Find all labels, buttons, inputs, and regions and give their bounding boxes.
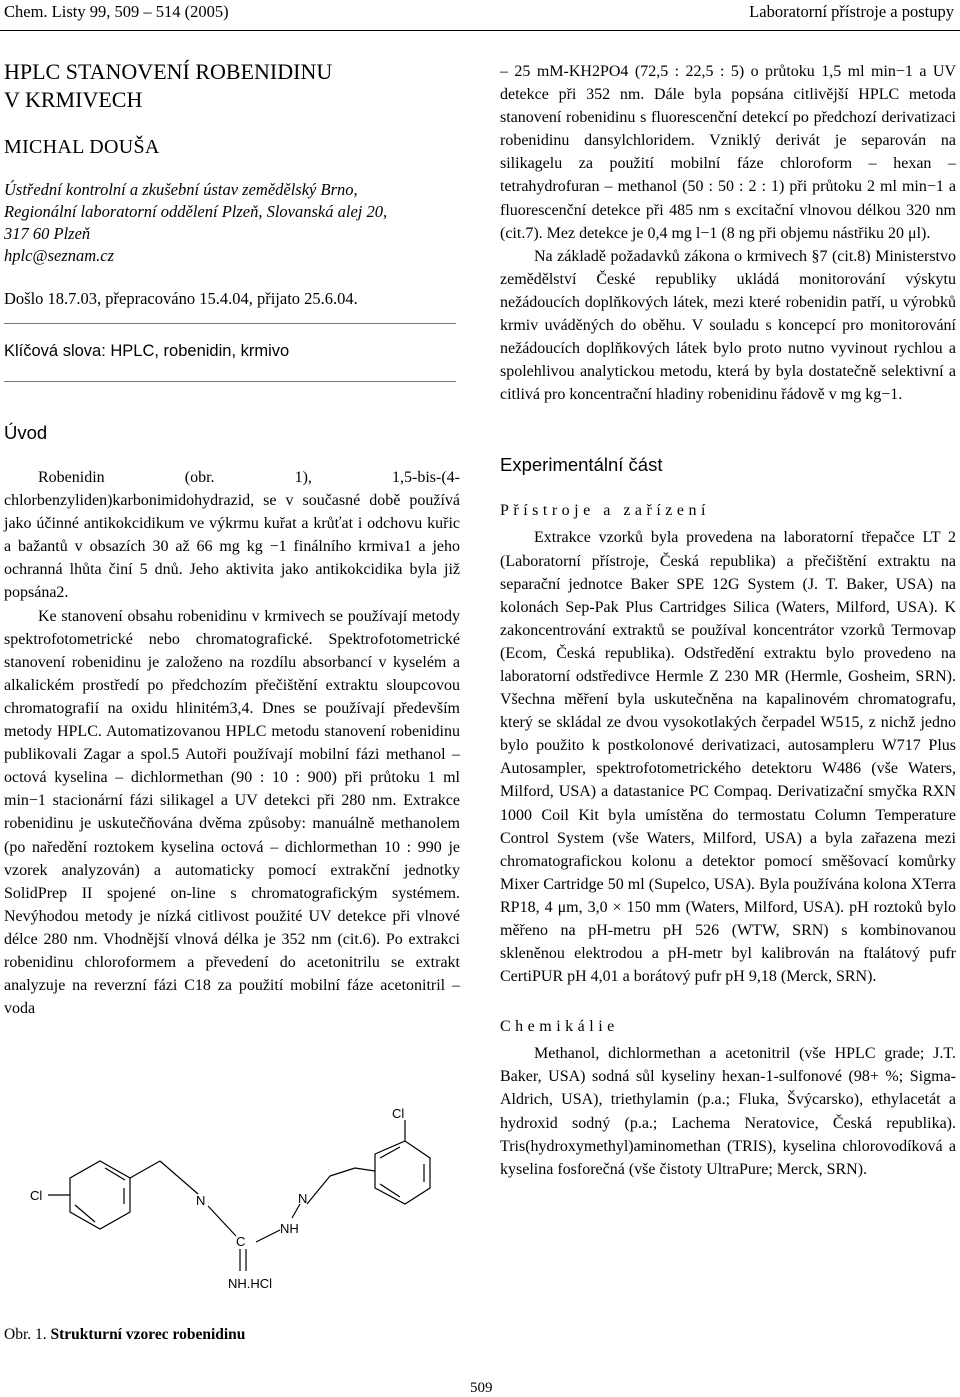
header-rule bbox=[0, 30, 960, 31]
label-n-1: N bbox=[196, 1193, 206, 1208]
subsection-chemicals: Chemikálie bbox=[500, 1018, 619, 1036]
caption-text: Strukturní vzorec robenidinu bbox=[50, 1326, 246, 1343]
label-cl-left: Cl bbox=[30, 1188, 43, 1203]
keywords-rule-bottom bbox=[4, 381, 456, 382]
label-cl-right: Cl bbox=[392, 1106, 405, 1121]
received-dates: Došlo 18.7.03, přepracováno 15.4.04, přijato 25.6.04. bbox=[4, 289, 358, 308]
benzene-ring-left bbox=[70, 1161, 130, 1229]
chemicals-paragraph: Methanol, dichlormethan a acetonitril (vše HPLC grade; J.T. Baker, USA) sodná sůl kyseliny hexan-1-sulfonové (98+ %; Sigma-Aldrich, USA), triethylamin (p.a.; Fluka, Švýcarsko), ethylacetát a hydroxid sodný (p.a.; Lachema Neratovice, Česká republika). Tris(hydroxymethyl)aminomethan (TRIS), kyselina chlorovodíková a kyselina fosforečná (vše čistoty UltraPure; Merck, SRN). bbox=[500, 1045, 956, 1178]
right-column bbox=[500, 60, 956, 1181]
instruments-paragraph: Extrakce vzorků byla provedena na laboratorní třepačce LT 2 (Laboratorní přístroje, Česká republika) a přečištění extraktu na separační jednotce Baker SPE 12G System (J. T. Baker, USA) na kolonách Sep-Pak Plus Cartridges Silica (Waters, Milford, USA). K zakoncentrování extraktů se používal koncentrátor vzorků Termovap (Ecom, Česká republika). Odstředění extraktu bylo provedeno na laboratorní odstředivce Hermle Z 230 MR (Hermle, Gosheim, SRN). Všechna měření byla uskutečněna na kapalinovém chromatografu, který se skládal ze dvou vysokotlakých čerpadel W515, z nichž jedno bylo použito k postkolonové derivatizaci, autosampleru W717 Plus Autosampler, spektrofotometrického detektoru W486 (vše Waters, Milford, USA) a datastanice PC Compaq. Derivatizační smyčka RXN 1000 Coil Kit byla umístěna do termostatu Column Temperature Control System (vše Waters, Milford, USA) a byla zařazena mezi chromatografickou kolonu a detektor pomocí směšovací komůrky Mixer Cartridge 50 ml (Supelco, USA). Byla používána kolona XTerra RP18, 4 μm, 3,0 × 150 mm (Waters, Milford, USA). pH roztoků bylo měřeno na pH-metru pH 526 (WTW, SRN) s kombinovanou skleněnou elektrodou a pH-metr byl kalibrován na ftalátový pufr CertiPUR pH 4,01 a borátový pufr pH 9,18 (Merck, SRN). bbox=[500, 529, 956, 986]
label-nh: NH bbox=[280, 1221, 299, 1236]
affiliation-line-1: Ústřední kontrolní a zkušební ústav zemědělský Brno, bbox=[4, 180, 358, 199]
subsection-instruments: Přístroje a zařízení bbox=[500, 502, 710, 520]
title-line-1: HPLC STANOVENÍ ROBENIDINU bbox=[4, 59, 333, 84]
intro-paragraph-2: Ke stanovení obsahu robenidinu v krmivech se používají metody spektrofotometrické nebo chromatografické. Spektrofotometrické stanovení robenidinu je založeno na rozdílu absorbancí v kyselém a alkalickém prostředí po předchozím přečištění extraktu sloupcovou chromatografií na oxidu hlinitém3,4. Dnes se používají především metody HPLC. Automatizovanou HPLC metodu stanovení robenidinu publikovali Zagar a spol.5 Autoři používají mobilní fázi methanol – octová kyselina – dichlormethan (90 : 10 : 900) při průtoku 1 ml min−1 stacionární fázi silikagel a UV detekci při 280 nm. Extrakce robenidinu je uskutečňována dvěma způsoby: manuálně methanolem (po naředění roztokem kyselina octová – dichlormethan 10 : 990 je vzorek analyzován) a automaticky pomocí extrakční jednotky SolidPrep II spojené on-line s chromatografickým systémem. Nevýhodou metody je nízká citlivost použité UV detekce při vlnové délce 280 nm. Vhodnější vlnová délka je 352 nm (cit.6). Po extrakci robenidinu chloroformem a převedení do acetonitrilu se extrakt analyzuje na reverzní fázi C18 za použití mobilní fáze acetonitril – voda bbox=[4, 607, 460, 1018]
robenidin-structure-figure bbox=[20, 1106, 460, 1306]
author-name: MICHAL DOUŠA bbox=[4, 136, 160, 158]
affiliation-line-3: 317 60 Plzeň bbox=[4, 224, 91, 243]
intro-paragraph-3: – 25 mM-KH2PO4 (72,5 : 22,5 : 5) o průtoku 1,5 ml min−1 a UV detekce při 352 nm. Dále byla popsána citlivější HPLC metoda stanovení robenidinu s fluorescenční detekcí po předchozí derivatizaci robenidinu dansylchloridem. Vzniklý derivát je separován na silikagelu za použití mobilní fáze chloroform – hexan – tetrahydrofuran – methanol (50 : 50 : 2 : 1) při průtoku 2 ml min−1 a fluorescenční detekce při 485 nm s excitační vlnovou délkou 320 nm (cit.7). Mez detekce je 0,4 mg l−1 (8 ng při objemu nástřiku 20 μl). bbox=[500, 63, 956, 242]
keywords: Klíčová slova: HPLC, robenidin, krmivo bbox=[4, 342, 290, 360]
journal-header: Chem. Listy 99, 509 – 514 (2005) bbox=[4, 2, 229, 21]
affiliation bbox=[4, 179, 460, 267]
article-title bbox=[4, 58, 460, 114]
left-column bbox=[4, 58, 460, 1020]
label-c: C bbox=[236, 1234, 246, 1249]
label-nh-hcl: NH.HCl bbox=[228, 1276, 273, 1291]
benzene-ring-right bbox=[375, 1141, 430, 1204]
section-header: Laboratorní přístroje a postupy bbox=[749, 2, 954, 21]
caption-prefix: Obr. 1. bbox=[4, 1326, 47, 1343]
affiliation-line-2: Regionální laboratorní oddělení Plzeň, Slovanská alej 20, bbox=[4, 202, 388, 221]
experimental-heading: Experimentální část bbox=[500, 454, 663, 476]
keywords-rule-top bbox=[4, 323, 456, 324]
page-number: 509 bbox=[470, 1380, 493, 1396]
intro-heading: Úvod bbox=[4, 422, 48, 443]
intro-paragraph-4: Na základě požadavků zákona o krmivech §7 (cit.8) Ministerstvo zemědělství České republiky ukládá monitorování výskytu nežádoucích doplňkových látek, mezi které robenidin patří, u výrobků krmiv uváděných do oběhu. V souladu s koncepcí pro monitorování nežádoucích doplňkových látek bylo proto nutno vyvinout rychlou a spolehlivou analytickou metodu, která by byla dostatečně selektivní a citlivá pro koncentrační hladiny robenidinu řádově v mg kg−1. bbox=[500, 247, 956, 404]
author-email: hplc@seznam.cz bbox=[4, 246, 115, 265]
figure-caption bbox=[4, 1326, 245, 1344]
intro-paragraph-1: Robenidin (obr. 1), 1,5-bis-(4-chlorbenzyliden)karbonimidohydrazid, se v současné době používá jako účinné antikokcidikum ve výkrmu kuřat a krůťat i odchovu kuřic a bažantů v obsazích 30 až 66 mg kg −1 finálního krmiva1 a jeho ochranná lhůta činí 5 dnů. Jeho aktivita jako antikokcidika byla již popsána2. bbox=[4, 469, 460, 602]
title-line-2: V KRMIVECH bbox=[4, 87, 143, 112]
label-n-2: N bbox=[298, 1191, 308, 1206]
